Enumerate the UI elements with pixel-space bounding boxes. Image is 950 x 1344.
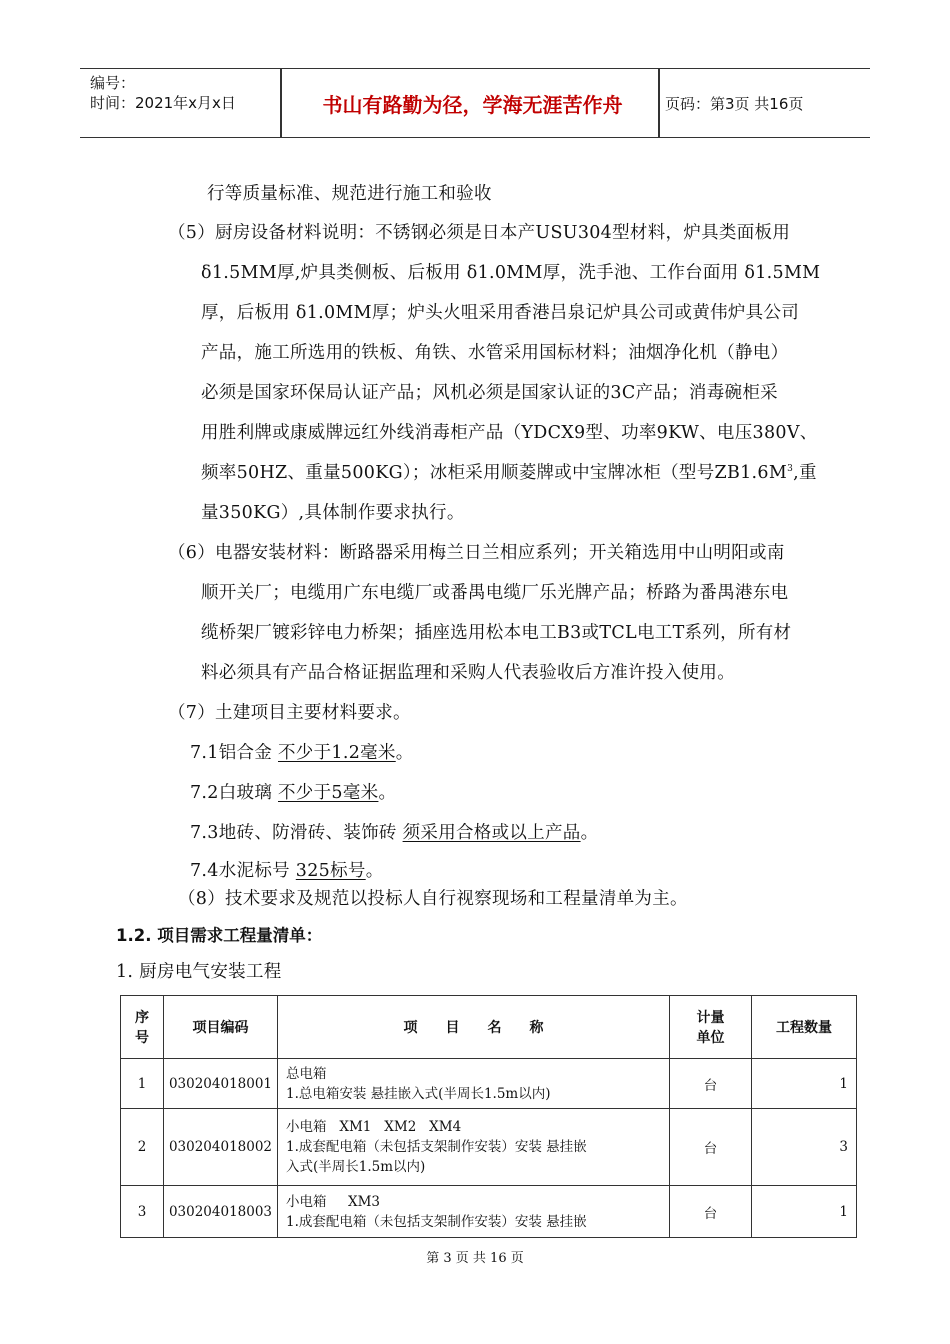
header-seq [121, 996, 164, 1059]
header-name: 项 目 名 称 [278, 996, 670, 1059]
paragraph-line: 量350KG）,具体制作要求执行。 [201, 503, 465, 523]
cell-qty: 1 [752, 1186, 857, 1238]
header-qty: 工程数量 [752, 996, 857, 1059]
item-label: 7.1铝合金 [190, 743, 278, 763]
item-label: 7.2白玻璃 [190, 783, 278, 803]
table-row [121, 1186, 857, 1238]
paragraph-line: （5）厨房设备材料说明：不锈钢必须是日本产USU304型材料，炉具类面板用 [168, 223, 791, 243]
paragraph-line: 必须是国家环保局认证产品；风机必须是国家认证的3C产品；消毒碗柜采 [201, 383, 778, 403]
text-run: ,重 [793, 463, 817, 483]
paragraph-line: 用胜利牌或康威牌远红外线消毒柜产品（YDCX9型、功率9KW、电压380V、 [201, 423, 818, 443]
text-run: 。 [365, 861, 384, 881]
paragraph-line [201, 459, 817, 484]
item-label: 7.3地砖、防滑砖、装饰砖 [190, 823, 403, 843]
header-motto: 书山有路勤为径，学海无涯苦作舟 [322, 92, 623, 117]
text-run: 。 [378, 783, 397, 803]
material-item [190, 739, 414, 764]
name-line: 1.总电箱安装 悬挂嵌入式(半周长1.5m以内) [286, 1085, 551, 1102]
text-run: 频率50HZ、重量500KG）；冰柜采用顺菱牌或中宝牌冰柜（型号ZB1.6M [201, 463, 788, 483]
paragraph-line: 行等质量标准、规范进行施工和验收 [207, 184, 492, 204]
item-requirement: 须采用合格或以上产品 [402, 823, 581, 843]
header-text: 计量 [696, 1010, 725, 1026]
paragraph-line: （7）土建项目主要材料要求。 [168, 703, 411, 723]
header-number-label: 编号： [90, 74, 136, 92]
header-text: 单位 [696, 1030, 725, 1046]
cell-qty: 1 [752, 1059, 857, 1109]
quantity-table [120, 995, 857, 1238]
header-time-label: 时间：2021年x月x日 [90, 94, 236, 112]
header-text: 号 [135, 1030, 149, 1046]
cell-qty: 3 [752, 1109, 857, 1186]
header-text: 序 [135, 1010, 149, 1026]
cell-unit: 台 [670, 1186, 752, 1238]
name-line: 1.成套配电箱（未包括支架制作安装）安装 悬挂嵌 [286, 1213, 587, 1230]
cell-name [278, 1109, 670, 1186]
table-header-row [121, 996, 857, 1059]
paragraph-line: 顺开关厂；电缆用广东电缆厂或番禺电缆厂乐光牌产品；桥路为番禺港东电 [201, 583, 789, 603]
header-divider [280, 69, 282, 137]
material-item [190, 857, 384, 882]
cell-code: 030204018001 [164, 1059, 278, 1109]
header-page-label: 页码：第3页 共16页 [665, 94, 804, 113]
cell-name [278, 1186, 670, 1238]
cell-seq: 2 [121, 1109, 164, 1186]
item-requirement: 不少于5毫米 [278, 783, 379, 803]
paragraph-line: 产品，施工所选用的铁板、角铁、水管采用国标材料；油烟净化机（静电） [201, 343, 789, 363]
item-requirement: 325标号 [295, 861, 366, 881]
paragraph-line: （6）电器安装材料：断路器采用梅兰日兰相应系列；开关箱选用中山明阳或南 [168, 543, 785, 563]
material-item [190, 779, 396, 804]
header-unit [670, 996, 752, 1059]
header-code: 项目编码 [164, 996, 278, 1059]
item-label: 7.4水泥标号 [190, 861, 296, 881]
material-item [190, 819, 598, 844]
cell-seq: 3 [121, 1186, 164, 1238]
name-line: 1.成套配电箱（未包括支架制作安装）安装 悬挂嵌 [286, 1139, 587, 1155]
paragraph-line: 料必须具有产品合格证据监理和采购人代表验收后方准许投入使用。 [201, 663, 735, 683]
subsection-title: 1. 厨房电气安装工程 [116, 962, 282, 982]
paragraph-line: δ1.5MM厚,炉具类侧板、后板用 δ1.0MM厚，洗手池、工作台面用 δ1.5MM [201, 263, 821, 283]
item-requirement: 不少于1.2毫米 [278, 743, 396, 763]
header-info [90, 73, 236, 113]
section-title: 1.2. 项目需求工程量清单： [116, 926, 323, 945]
cell-code: 030204018002 [164, 1109, 278, 1186]
table-row [121, 1109, 857, 1186]
cell-unit: 台 [670, 1059, 752, 1109]
cell-seq: 1 [121, 1059, 164, 1109]
text-run: 。 [395, 743, 414, 763]
paragraph-line: 缆桥架厂镀彩锌电力桥架；插座选用松本电工B3或TCL电工T系列，所有材 [201, 623, 792, 643]
cell-unit: 台 [670, 1109, 752, 1186]
page-footer: 第 3 页 共 16 页 [426, 1251, 524, 1266]
name-line: 入式(半周长1.5m以内) [286, 1159, 426, 1175]
table-row [121, 1059, 857, 1109]
name-line: 小电箱 XM3 [286, 1193, 380, 1210]
text-run: 。 [580, 823, 599, 843]
cell-name [278, 1059, 670, 1109]
superscript: 3 [787, 464, 794, 475]
name-line: 总电箱 [286, 1065, 327, 1082]
header-divider [658, 69, 660, 137]
cell-code: 030204018003 [164, 1186, 278, 1238]
paragraph-line: 厚，后板用 δ1.0MM厚；炉头火咀采用香港吕泉记炉具公司或黄伟炉具公司 [201, 303, 800, 323]
page-header [80, 68, 870, 138]
name-line: 小电箱 XM1 XM2 XM4 [286, 1119, 462, 1135]
paragraph-line: （8）技术要求及规范以投标人自行视察现场和工程量清单为主。 [178, 889, 688, 909]
